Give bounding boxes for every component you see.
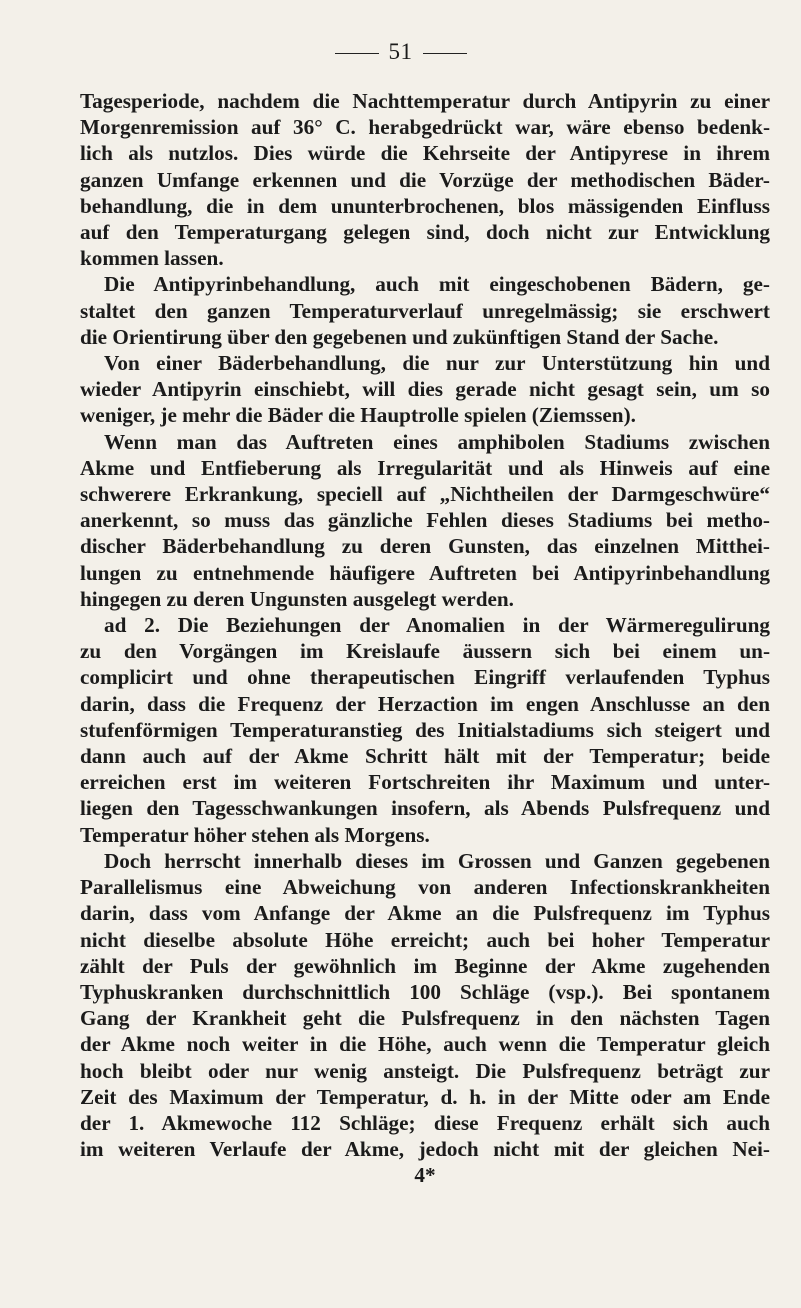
text-line: anerkennt, so muss das gänzliche Fehlen dieses Stadiums bei metho-: [80, 508, 770, 533]
body-text: [80, 88, 770, 1189]
header-dash-left: [335, 53, 379, 54]
text-line: der 1. Akmewoche 112 Schläge; diese Frequenz erhält sich auch: [80, 1110, 770, 1135]
text-line: hoch bleibt oder nur wenig ansteigt. Die Pulsfrequenz beträgt zur: [80, 1058, 770, 1083]
text-line: darin, dass die Frequenz der Herzaction im engen Anschlusse an den: [80, 691, 770, 716]
text-line: Zeit des Maximum der Temperatur, d. h. in der Mitte oder am Ende: [80, 1084, 770, 1109]
text-line: kommen lassen.: [80, 246, 224, 271]
text-line: hingegen zu deren Ungunsten ausgelegt werden.: [80, 586, 514, 611]
page-header: [0, 38, 801, 66]
text-line: zählt der Puls der gewöhnlich im Beginne der Akme zugehenden: [80, 953, 770, 978]
text-line: Die Antipyrinbehandlung, auch mit eingeschobenen Bädern, ge-: [104, 272, 770, 297]
text-line: schwerere Erkrankung, speciell auf „Nichtheilen der Darmgeschwüre“: [80, 482, 770, 507]
text-line: Akme und Entfieberung als Irregularität und als Hinweis auf eine: [80, 455, 770, 480]
text-line: darin, dass vom Anfange der Akme an die Pulsfrequenz im Typhus: [80, 901, 770, 926]
text-line: staltet den ganzen Temperaturverlauf unregelmässig; sie erschwert: [80, 298, 770, 323]
text-line: auf den Temperaturgang gelegen sind, doch nicht zur Entwicklung: [80, 220, 770, 245]
signature-mark: 4*: [414, 1163, 436, 1188]
text-line: dann auch auf der Akme Schritt hält mit der Temperatur; beide: [80, 744, 770, 769]
text-line: Doch herrscht innerhalb dieses im Grossen und Ganzen gegebenen: [104, 848, 770, 873]
text-line: zu den Vorgängen im Kreislaufe äussern sich bei einem un-: [80, 639, 770, 664]
text-line: lich als nutzlos. Dies würde die Kehrseite der Antipyrese in ihrem: [80, 141, 770, 166]
text-line: wieder Antipyrin einschiebt, will dies gerade nicht gesagt sein, um so: [80, 377, 770, 402]
text-line: Gang der Krankheit geht die Pulsfrequenz in den nächsten Tagen: [80, 1006, 770, 1031]
text-line: ganzen Umfange erkennen und die Vorzüge der methodischen Bäder-: [80, 167, 770, 192]
text-line: Temperatur höher stehen als Morgens.: [80, 822, 430, 847]
text-line: der Akme noch weiter in die Höhe, auch wenn die Temperatur gleich: [80, 1032, 770, 1057]
text-line: ad 2. Die Beziehungen der Anomalien in der Wärmeregulirung: [104, 613, 770, 638]
text-line: lungen zu entnehmende häufigere Auftreten bei Antipyrinbehandlung: [80, 560, 770, 585]
header-dash-right: [423, 53, 467, 54]
page-number: 51: [388, 39, 413, 64]
text-line: behandlung, die in dem ununterbrochenen, blos mässigenden Einfluss: [80, 193, 770, 218]
text-line: Morgenremission auf 36° C. herabgedrückt war, wäre ebenso bedenk-: [80, 115, 770, 140]
text-line: weniger, je mehr die Bäder die Hauptrolle spielen (Ziemssen).: [80, 403, 636, 428]
text-line: stufenförmigen Temperaturanstieg des Initialstadiums sich steigert und: [80, 717, 770, 742]
text-line: nicht dieselbe absolute Höhe erreicht; auch bei hoher Temperatur: [80, 927, 770, 952]
text-line: Typhuskranken durchschnittlich 100 Schläge (vsp.). Bei spontanem: [80, 979, 770, 1004]
text-line: im weiteren Verlaufe der Akme, jedoch nicht mit der gleichen Nei-: [80, 1137, 770, 1162]
text-line: erreichen erst im weiteren Fortschreiten ihr Maximum und unter-: [80, 770, 770, 795]
text-line: complicirt und ohne therapeutischen Eingriff verlaufenden Typhus: [80, 665, 770, 690]
text-line: die Orientirung über den gegebenen und zukünftigen Stand der Sache.: [80, 324, 719, 349]
text-line: Von einer Bäderbehandlung, die nur zur Unterstützung hin und: [104, 351, 770, 376]
text-line: Tagesperiode, nachdem die Nachttemperatur durch Antipyrin zu einer: [80, 89, 770, 113]
text-line: liegen den Tagesschwankungen insofern, als Abends Pulsfrequenz und: [80, 796, 770, 821]
text-line: Wenn man das Auftreten eines amphibolen Stadiums zwischen: [104, 429, 770, 454]
text-line: discher Bäderbehandlung zu deren Gunsten, das einzelnen Mitthei-: [80, 534, 770, 559]
text-line: Parallelismus eine Abweichung von anderen Infectionskrankheiten: [80, 875, 770, 900]
